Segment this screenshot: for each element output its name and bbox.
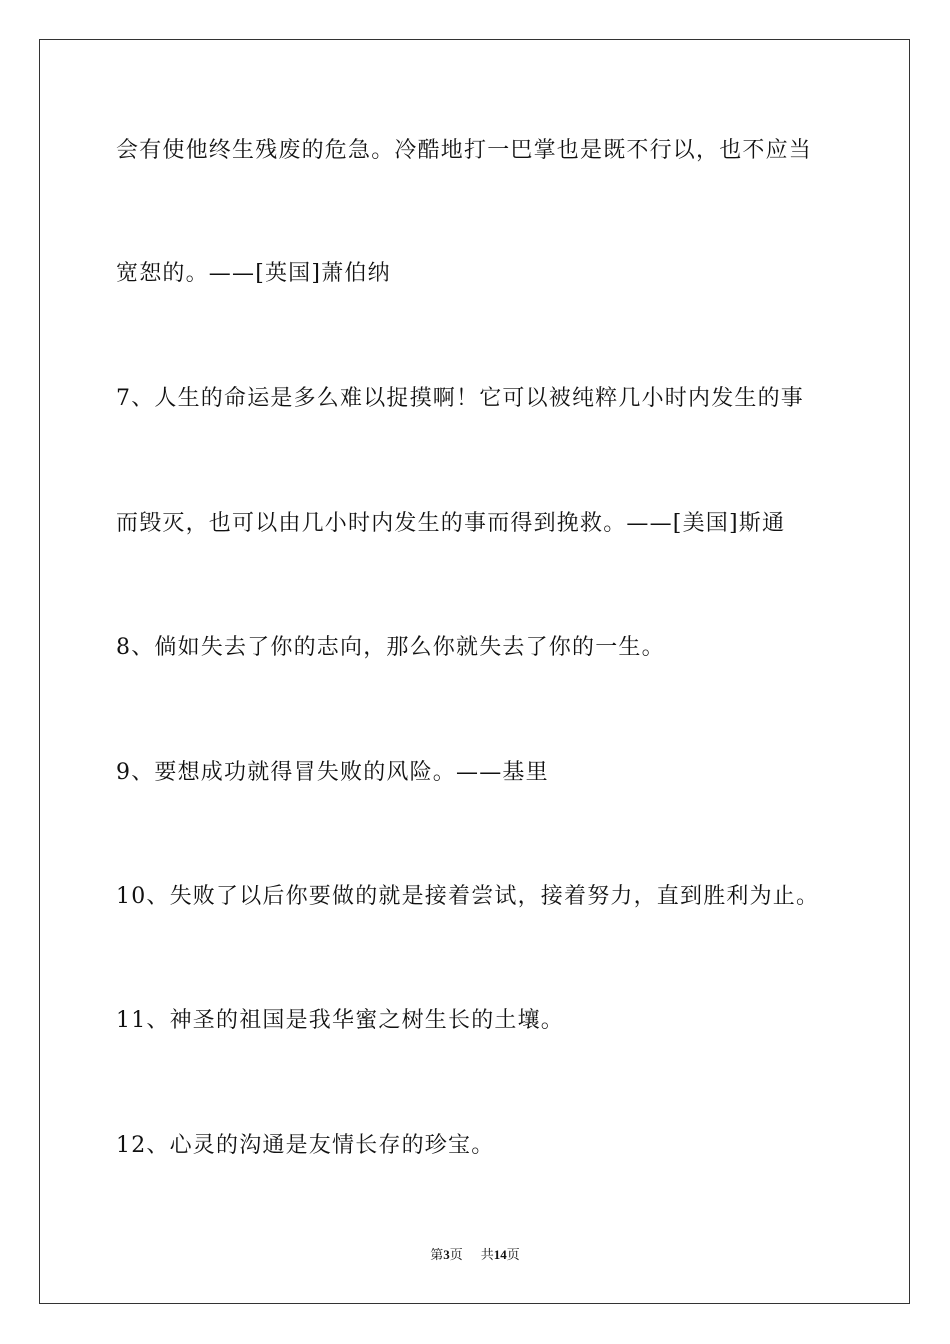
total-prefix: 共: [480, 1247, 494, 1262]
page-number: 3: [443, 1247, 450, 1262]
text-line-1: 会有使他终生残废的危急。冷酷地打一巴掌也是既不行以，也不应当: [116, 138, 813, 163]
page-footer: [0, 1246, 950, 1264]
text-line-5: 8、倘如失去了你的志向，那么你就失去了你的一生。: [116, 635, 665, 660]
text-line-3: 7、人生的命运是多么难以捉摸啊！它可以被纯粹几小时内发生的事: [116, 386, 804, 411]
page-frame: [39, 39, 910, 1304]
page-prefix: 第: [430, 1247, 444, 1262]
total-pages: 14: [493, 1247, 507, 1262]
text-line-9: 12、心灵的沟通是友情长存的珍宝。: [116, 1133, 495, 1158]
text-line-8: 11、神圣的祖国是我华蜜之树生长的土壤。: [116, 1008, 564, 1033]
text-line-2: 宽恕的。——[英国]萧伯纳: [116, 261, 391, 286]
text-line-4: 而毁灭，也可以由几小时内发生的事而得到挽救。——[美国]斯通: [116, 511, 786, 536]
text-line-6: 9、要想成功就得冒失败的风险。——基里: [116, 760, 549, 785]
text-line-7: 10、失败了以后你要做的就是接着尝试，接着努力，直到胜利为止。: [116, 884, 820, 909]
page-suffix: 页: [449, 1247, 463, 1262]
total-suffix: 页: [506, 1247, 520, 1262]
